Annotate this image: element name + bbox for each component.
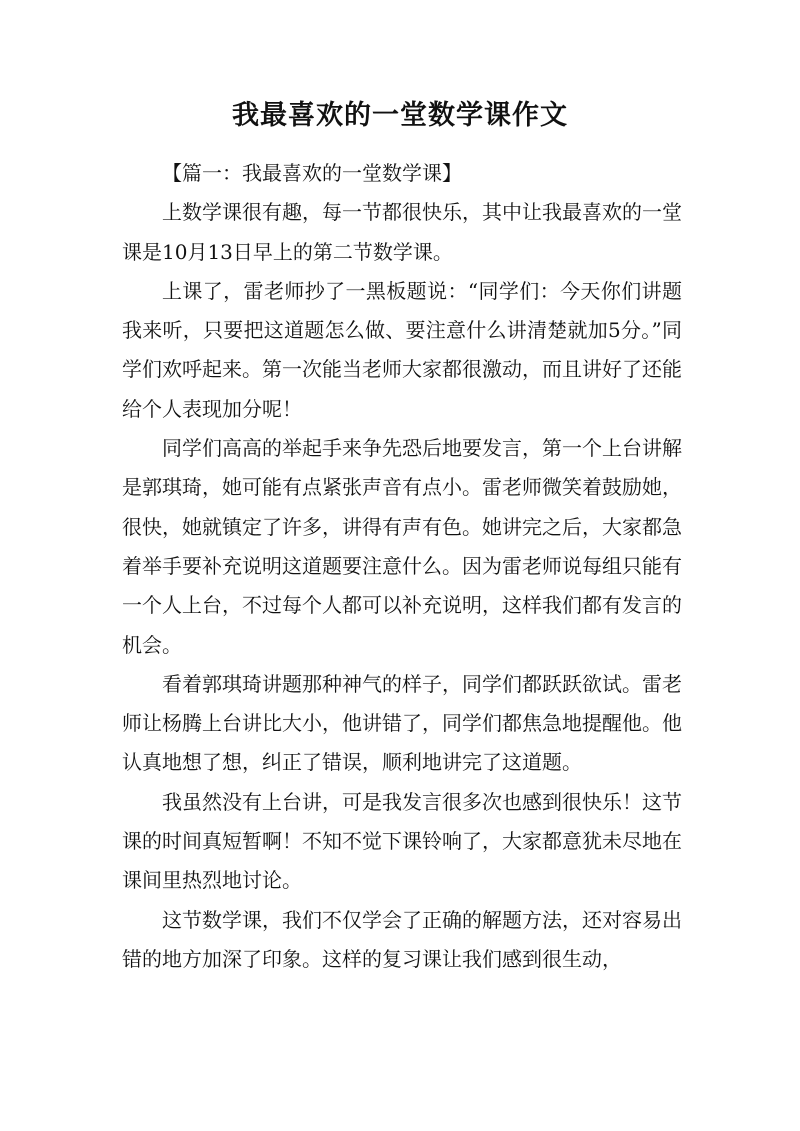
- paragraph: 上课了，雷老师抄了一黑板题说：“同学们：今天你们讲题我来听，只要把这道题怎么做、要注意什么讲清楚就加5分。”同学们欢呼起来。第一次能当老师大家都很激动，而且讲好了还能给个人表现加分呢！: [122, 278, 682, 421]
- section-heading: 【篇一：我最喜欢的一堂数学课】: [162, 161, 462, 185]
- paragraph: 上数学课很有趣，每一节都很快乐，其中让我最喜欢的一堂课是10月13日早上的第二节数学课。: [122, 200, 682, 264]
- paragraph: 同学们高高的举起手来争先恐后地要发言，第一个上台讲解是郭琪琦，她可能有点紧张声音有点小。雷老师微笑着鼓励她，很快，她就镇定了许多，讲得有声有色。她讲完之后，大家都急着举手要补充说明这道题要注意什么。因为雷老师说每组只能有一个人上台，不过每个人都可以补充说明，这样我们都有发言的机会。: [122, 436, 682, 657]
- document-body: [122, 154, 682, 979]
- paragraph: 这节数学课，我们不仅学会了正确的解题方法，还对容易出错的地方加深了印象。这样的复习课让我们感到很生动，: [122, 907, 682, 971]
- paragraph: 我虽然没有上台讲，可是我发言很多次也感到很快乐！这节课的时间真短暂啊！不知不觉下课铃响了，大家都意犹未尽地在课间里热烈地讨论。: [122, 789, 682, 893]
- document-title: 我最喜欢的一堂数学课作文: [232, 100, 568, 131]
- paragraph: 看着郭琪琦讲题那种神气的样子，同学们都跃跃欲试。雷老师让杨腾上台讲比大小，他讲错了，同学们都焦急地提醒他。他认真地想了想，纠正了错误，顺利地讲完了这道题。: [122, 671, 682, 775]
